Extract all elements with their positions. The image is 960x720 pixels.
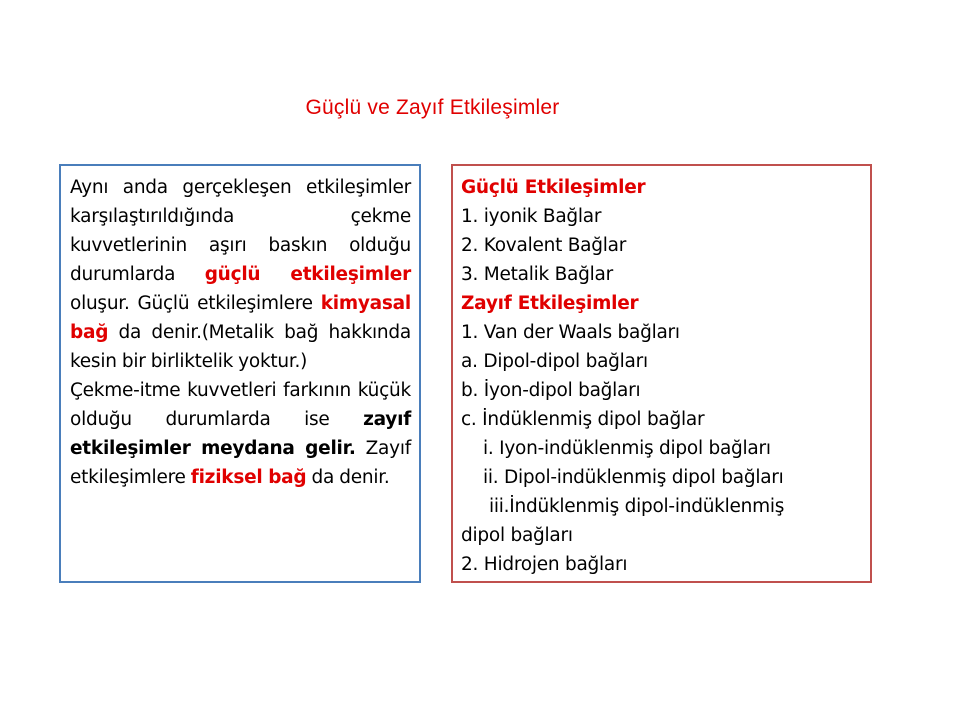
list-item: c. İndüklenmiş dipol bağlar [461, 409, 705, 430]
list-item: dipol bağları [461, 525, 573, 546]
text-run: da denir. [306, 467, 390, 488]
list-item: iii.İndüklenmiş dipol-indüklenmiş [489, 496, 785, 517]
text-run: Zayıf etkileşimlere [70, 438, 411, 488]
text-run: da denir.(Metalik bağ hakkında kesin bir birliktelik yoktur.) [70, 322, 411, 372]
list-item: 1. Van der Waals bağları [461, 322, 680, 343]
interaction-list-box [451, 164, 872, 583]
highlight-chemical-bond: kimyasal bağ [70, 293, 411, 343]
list-item: 3. Metalik Bağlar [461, 264, 613, 285]
list-item: 2. Kovalent Bağlar [461, 235, 627, 256]
text-run: Aynı anda gerçekleşen etkileşimler karşılaştırıldığında çekme kuvvetlerinin aşırı baskın olduğu durumlarda [70, 177, 411, 285]
strong-interaction-paragraph [70, 173, 411, 376]
list-item: ii. Dipol-indüklenmiş dipol bağları [483, 467, 784, 488]
list-item: a. Dipol-dipol bağları [461, 351, 648, 372]
weak-interaction-paragraph [70, 376, 411, 492]
strong-interactions-heading: Güçlü Etkileşimler [461, 177, 646, 198]
highlight-weak-interactions: zayıf etkileşimler meydana gelir. [70, 409, 411, 459]
list-item: b. İyon-dipol bağları [461, 380, 641, 401]
weak-interactions-heading: Zayıf Etkileşimler [461, 293, 639, 314]
list-item: 1. iyonik Bağlar [461, 206, 602, 227]
definition-text-box [59, 164, 421, 583]
list-item: i. Iyon-indüklenmiş dipol bağları [483, 438, 771, 459]
highlight-strong-interactions: güçlü etkileşimler [204, 264, 411, 285]
slide-title: Güçlü ve Zayıf Etkileşimler [305, 96, 560, 119]
text-run: oluşur. Güçlü etkileşimlere [70, 293, 321, 314]
highlight-physical-bond: fiziksel bağ [190, 467, 307, 488]
list-item: 2. Hidrojen bağları [461, 554, 628, 575]
text-run: Çekme-itme kuvvetleri farkının küçük olduğu durumlarda ise [70, 380, 411, 430]
